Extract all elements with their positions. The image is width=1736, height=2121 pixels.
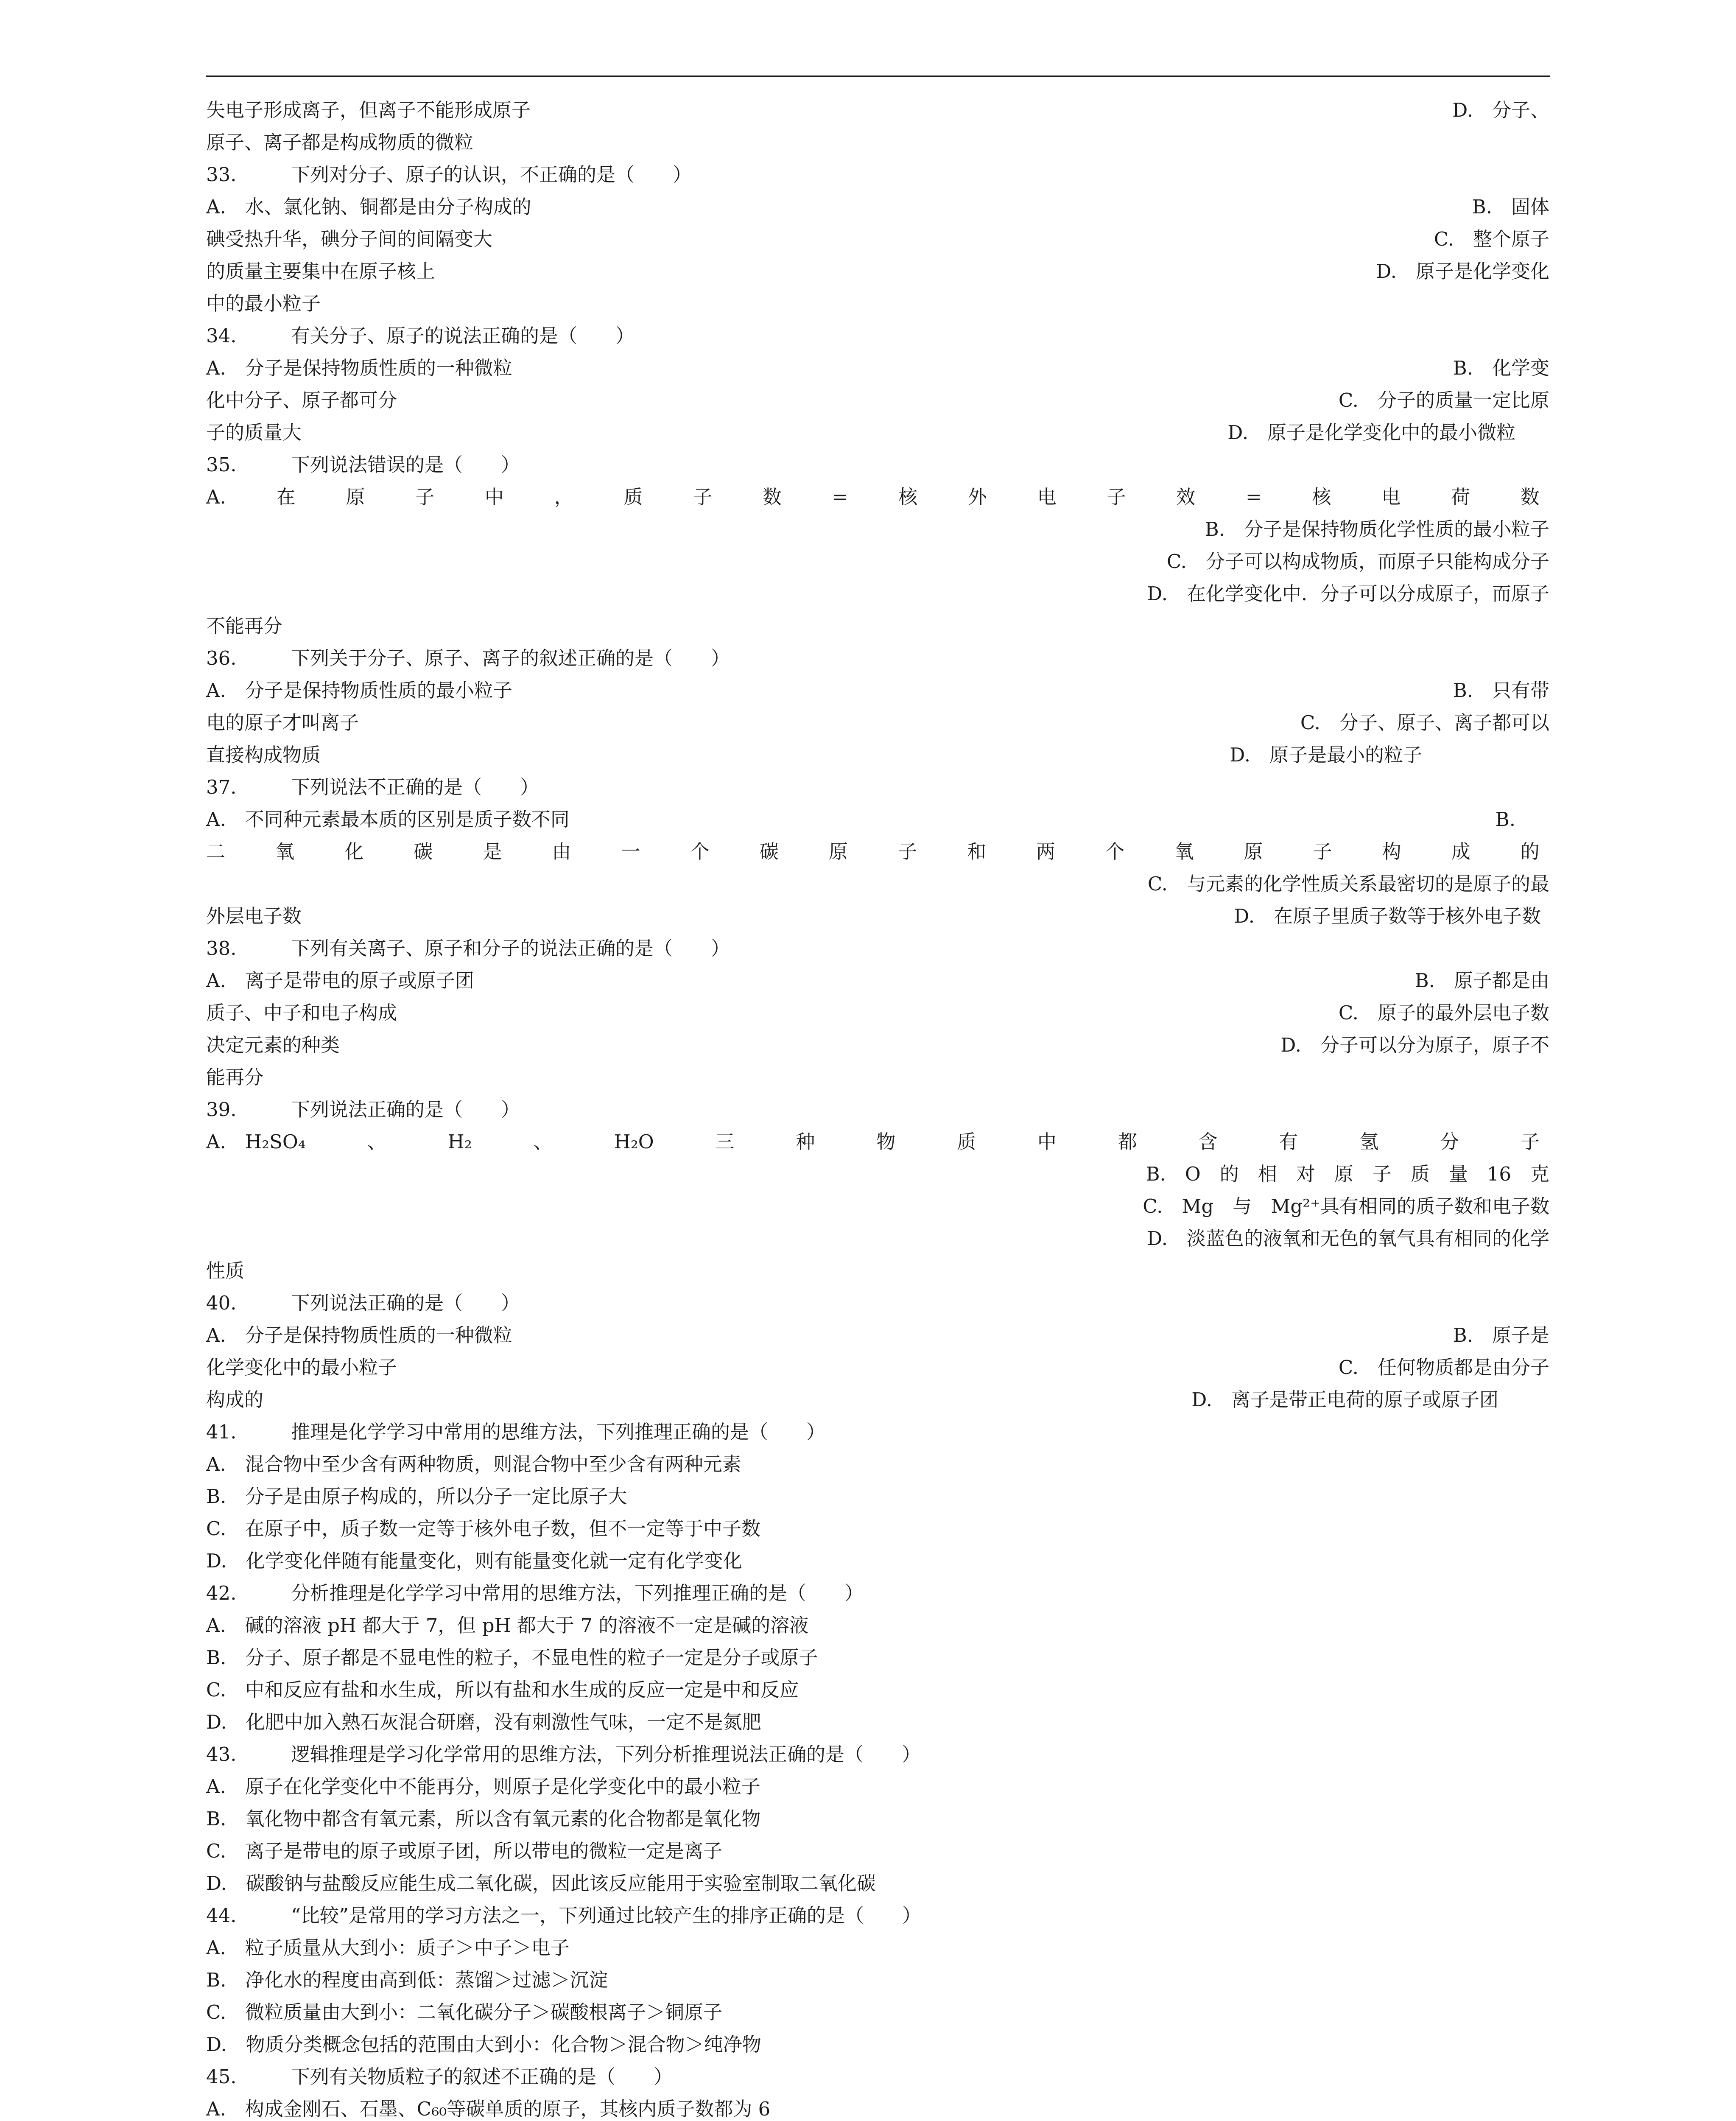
option-line: D. 原子是化学变化 <box>1376 260 1549 283</box>
option-line: D. 物质分类概念包括的范围由大到小：化合物＞混合物＞纯净物 <box>206 2033 761 2056</box>
option-line: C. 整个原子 <box>1434 228 1549 250</box>
question-stem: 下列对分子、原子的认识，不正确的是（ ） <box>291 163 692 186</box>
question-number: 35. <box>206 453 237 476</box>
option-line: B. 化学变 <box>1453 357 1549 379</box>
option-line: B. 固体 <box>1472 196 1549 218</box>
question-stem: 下列说法正确的是（ ） <box>291 1098 520 1121</box>
question-36 <box>206 642 730 674</box>
question-stem: 有关分子、原子的说法正确的是（ ） <box>291 325 635 347</box>
text-line: 直接构成物质 <box>206 744 321 766</box>
option-line: B. 分子是由原子构成的，所以分子一定比原子大 <box>206 1485 627 1508</box>
option-line: A. 不同种元素最本质的区别是质子数不同 <box>206 808 570 831</box>
spread-option-line: A. 在 原 子 中 ， 质 子 数 = 核 外 电 子 效 = 核 电 荷 数 <box>206 486 1540 508</box>
text-line: 化中分子、原子都可分 <box>206 389 397 411</box>
option-line: C. 任何物质都是由分子 <box>1338 1356 1549 1379</box>
option-line: C. 与元素的化学性质关系最密切的是原子的最 <box>1147 873 1549 895</box>
option-line: D. 原子是最小的粒子 <box>1230 744 1422 766</box>
option-line: D. 分子可以分为原子，原子不 <box>1280 1034 1549 1056</box>
question-number: 43. <box>206 1743 237 1766</box>
option-line: A. 分子是保持物质性质的一种微粒 <box>206 357 512 379</box>
text-line: 的质量主要集中在原子核上 <box>206 260 436 283</box>
option-line: D. 原子是化学变化中的最小微粒 <box>1227 421 1515 444</box>
option-line: C. Mg 与 Mg²⁺具有相同的质子数和电子数 <box>1143 1195 1549 1217</box>
option-line: C. 分子、原子、离子都可以 <box>1300 711 1549 734</box>
option-line: B. 原子是 <box>1453 1324 1549 1346</box>
text-line: 化学变化中的最小粒子 <box>206 1356 397 1379</box>
question-35 <box>206 449 520 481</box>
option-line: D. 在原子里质子数等于核外电子数 <box>1234 905 1541 927</box>
question-33 <box>206 159 692 191</box>
question-number: 41. <box>206 1421 237 1443</box>
option-line: B. 分子是保持物质化学性质的最小粒子 <box>1205 518 1549 540</box>
text-line: 性质 <box>206 1259 245 1282</box>
question-37 <box>206 771 539 803</box>
text-line: 不能再分 <box>206 615 283 637</box>
option-line: B. 净化水的程度由高到低：蒸馏＞过滤＞沉淀 <box>206 1969 608 1991</box>
option-line: A. 碱的溶液 pH 都大于 7，但 pH 都大于 7 的溶液不一定是碱的溶液 <box>206 1614 809 1637</box>
question-34 <box>206 320 635 352</box>
question-42 <box>206 1577 864 1609</box>
option-line: D. 碳酸钠与盐酸反应能生成二氧化碳，因此该反应能用于实验室制取二氧化碳 <box>206 1872 876 1894</box>
text-line: 原子、离子都是构成物质的微粒 <box>206 131 474 154</box>
text-line: 能再分 <box>206 1066 264 1088</box>
question-number: 44. <box>206 1904 237 1927</box>
question-stem: 下列有关物质粒子的叙述不正确的是（ ） <box>291 2065 673 2088</box>
question-41 <box>206 1416 825 1448</box>
option-line: C. 离子是带电的原子或原子团，所以带电的微粒一定是离子 <box>206 1840 723 1862</box>
option-line: A. 原子在化学变化中不能再分，则原子是化学变化中的最小粒子 <box>206 1775 760 1798</box>
option-line: D. 在化学变化中．分子可以分成原子，而原子 <box>1147 582 1549 605</box>
question-number: 42. <box>206 1582 237 1604</box>
option-line: D. 离子是带正电荷的原子或原子团 <box>1191 1388 1498 1411</box>
question-stem: 下列有关离子、原子和分子的说法正确的是（ ） <box>291 937 730 960</box>
spread-option-line: 二 氧 化 碳 是 由 一 个 碳 原 子 和 两 个 氧 原 子 构 成 的 <box>206 840 1540 863</box>
text-line: 子的质量大 <box>206 421 302 444</box>
text-line: 失电子形成离子，但离子不能形成原子 <box>206 99 531 121</box>
question-number: 37. <box>206 776 237 798</box>
text-line: 外层电子数 <box>206 905 302 927</box>
question-stem: 下列说法不正确的是（ ） <box>291 776 540 798</box>
question-number: 33. <box>206 163 237 186</box>
text-line: 电的原子才叫离子 <box>206 711 359 734</box>
question-stem: 推理是化学学习中常用的思维方法，下列推理正确的是（ ） <box>291 1421 826 1443</box>
header-rule <box>206 76 1550 77</box>
option-line: D. 化肥中加入熟石灰混合研磨，没有刺激性气味，一定不是氮肥 <box>206 1711 761 1733</box>
text-line: 质子、中子和电子构成 <box>206 1002 397 1024</box>
question-40 <box>206 1287 520 1319</box>
option-line: B. 氧化物中都含有氧元素，所以含有氧元素的化合物都是氧化物 <box>206 1808 761 1830</box>
option-line: A. 构成金刚石、石墨、C₆₀等碳单质的原子，其核内质子数都为 6 <box>206 2098 771 2120</box>
question-number: 40. <box>206 1292 237 1314</box>
option-line: C. 分子可以构成物质，而原子只能构成分子 <box>1166 550 1549 573</box>
question-number: 36. <box>206 647 237 669</box>
spread-option-line: A. H₂SO₄ 、 H₂ 、 H₂O 三 种 物 质 中 都 含 有 氢 分 子 <box>206 1130 1540 1153</box>
text-line: 中的最小粒子 <box>206 292 321 315</box>
question-number: 38. <box>206 937 237 960</box>
option-line: C. 原子的最外层电子数 <box>1338 1002 1549 1024</box>
question-stem: 下列说法正确的是（ ） <box>291 1292 520 1314</box>
option-line: C. 中和反应有盐和水生成，所以有盐和水生成的反应一定是中和反应 <box>206 1679 799 1701</box>
text-line: 决定元素的种类 <box>206 1034 340 1056</box>
question-stem: 逻辑推理是学习化学常用的思维方法，下列分析推理说法正确的是（ ） <box>291 1743 921 1766</box>
question-43 <box>206 1738 921 1771</box>
option-line: B. O 的 相 对 原 子 质 量 16 克 <box>1146 1163 1549 1185</box>
question-stem: “比较”是常用的学习方法之一，下列通过比较产生的排序正确的是（ ） <box>291 1904 922 1927</box>
text-line: 构成的 <box>206 1388 264 1411</box>
question-38 <box>206 932 730 965</box>
text-line: 碘受热升华，碘分子间的间隔变大 <box>206 228 493 250</box>
question-stem: 分析推理是化学学习中常用的思维方法，下列推理正确的是（ ） <box>291 1582 864 1604</box>
option-line: C. 微粒质量由大到小：二氧化碳分子＞碳酸根离子＞铜原子 <box>206 2001 723 2023</box>
option-line: B. 分子、原子都是不显电性的粒子，不显电性的粒子一定是分子或原子 <box>206 1646 818 1669</box>
question-45 <box>206 2061 673 2093</box>
option-line: A. 水、氯化钠、铜都是由分子构成的 <box>206 196 531 218</box>
question-44 <box>206 1900 921 1932</box>
question-number: 45. <box>206 2065 237 2088</box>
option-line: B. 原子都是由 <box>1415 969 1549 992</box>
question-39 <box>206 1094 520 1126</box>
option-line: A. 离子是带电的原子或原子团 <box>206 969 474 992</box>
option-line: D. 淡蓝色的液氧和无色的氧气具有相同的化学 <box>1147 1227 1549 1250</box>
option-line: A. 分子是保持物质性质的一种微粒 <box>206 1324 512 1346</box>
option-line: A. 混合物中至少含有两种物质，则混合物中至少含有两种元素 <box>206 1453 741 1475</box>
option-line: B. 只有带 <box>1453 679 1549 702</box>
option-line: A. 分子是保持物质性质的最小粒子 <box>206 679 512 702</box>
option-line: D. 分子、 <box>1452 99 1549 121</box>
option-line: A. 粒子质量从大到小：质子＞中子＞电子 <box>206 1936 570 1959</box>
option-line: C. 在原子中，质子数一定等于核外电子数，但不一定等于中子数 <box>206 1517 761 1540</box>
question-number: 34. <box>206 325 237 347</box>
question-stem: 下列关于分子、原子、离子的叙述正确的是（ ） <box>291 647 730 669</box>
option-line: B. <box>1495 808 1515 831</box>
option-line: D. 化学变化伴随有能量变化，则有能量变化就一定有化学变化 <box>206 1550 742 1572</box>
question-stem: 下列说法错误的是（ ） <box>291 453 520 476</box>
question-number: 39. <box>206 1098 237 1121</box>
option-line: C. 分子的质量一定比原 <box>1338 389 1549 411</box>
